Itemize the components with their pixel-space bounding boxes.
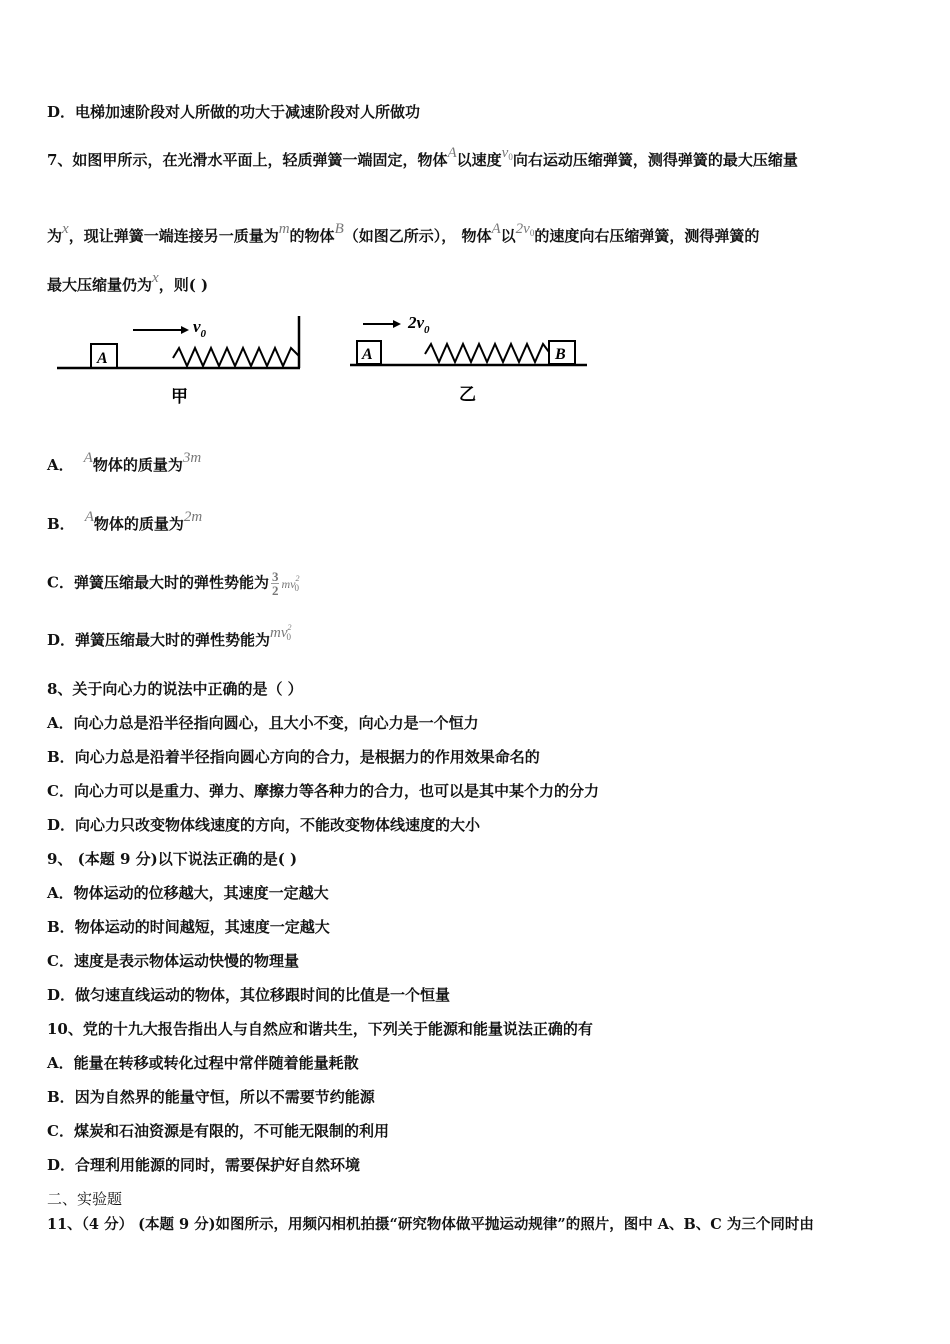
option-label: B． (47, 918, 75, 936)
q10-option-b (47, 1087, 375, 1107)
figure-jia (57, 316, 300, 407)
option-label: A． (47, 1054, 74, 1072)
stem-text: ，则( ) (158, 276, 209, 294)
q8-stem: 8、关于向心力的说法中正确的是（ ） (47, 680, 303, 698)
option-label: C． (47, 1122, 74, 1140)
stem-text: 以速度 (456, 151, 502, 169)
option-text: 能量在转移或转化过程中常伴随着能量耗散 (73, 1054, 359, 1072)
option-label: D． (47, 1156, 76, 1174)
q9-stem: 9、 (本题 9 分)以下说法正确的是( ) (47, 850, 298, 868)
option-label: C． (47, 782, 74, 800)
q9-option-d (47, 985, 450, 1005)
var-b: B (334, 221, 344, 237)
q8-option-b (47, 747, 540, 767)
q10-stem: 10、党的十九大报告指出人与自然应和谐共生，下列关于能源和能量说法正确的有 (47, 1020, 593, 1038)
velocity-label: $2v_0$ (408, 313, 430, 336)
option-label: B． (47, 1088, 75, 1106)
option-value: $mv^2_0$ (270, 623, 292, 642)
q10-option-a (47, 1053, 359, 1073)
option-text: 物体运动的时间越短，其速度一定越大 (74, 918, 330, 936)
q7-option-c (47, 570, 299, 597)
option-label: D． (47, 986, 76, 1004)
q7-option-a (47, 450, 202, 476)
q11-stem: 11、（4 分） (本题 9 分)如图所示，用频闪相机拍摄“研究物体做平抛运动规律”的照片，图中 A、B、C 为三个同时由 (47, 1216, 814, 1233)
velocity-label: $v_0$ (193, 317, 207, 340)
fraction: $\frac{3}{2}$ (271, 569, 279, 598)
option-text: 物体的质量为 (92, 456, 183, 474)
var-a: A (83, 450, 93, 466)
option-text: 向心力只改变物体线速度的方向，不能改变物体线速度的大小 (75, 816, 481, 834)
q8-option-d (47, 815, 480, 835)
stem-text: ，现让弹簧一端连接另一质量为 (68, 227, 279, 245)
block-a-label: A (362, 346, 373, 363)
block-b-label: B (555, 346, 566, 363)
stem-text: 以 (500, 227, 516, 245)
stem-text: 最大压缩量仍为 (47, 276, 153, 294)
var-v0: $v_0$ (501, 145, 513, 162)
option-text: 弹簧压缩最大时的弹性势能为 (73, 573, 269, 592)
section-title: 二、实验题 (47, 1190, 123, 1208)
q9-option-c (47, 951, 299, 971)
var-a: A (491, 221, 501, 237)
var-x: x (62, 221, 69, 237)
spring (173, 348, 299, 366)
option-text: 弹簧压缩最大时的弹性势能为 (75, 631, 271, 649)
q8-option-a (47, 713, 479, 733)
option-text: 向心力总是沿着半径指向圆心方向的合力，是根据力的作用效果命名的 (74, 748, 540, 766)
option-text: 速度是表示物体运动快慢的物理量 (73, 952, 299, 970)
var-x: x (152, 270, 159, 286)
var-2v0: $2v_0$ (515, 221, 535, 238)
q8-option-c (47, 781, 599, 801)
figure-caption-yi: 乙 (459, 385, 476, 405)
option-text: 做匀速直线运动的物体，其位移跟时间的比值是一个恒量 (75, 986, 451, 1004)
q9-option-b (47, 917, 330, 937)
option-label: D． (47, 103, 76, 121)
var-a: A (84, 509, 94, 525)
option-label: D． (47, 631, 76, 649)
option-text: 电梯加速阶段对人所做的功大于减速阶段对人所做功 (75, 103, 421, 121)
option-label: C． (47, 952, 74, 970)
q10-option-d (47, 1155, 360, 1175)
option-text: 煤炭和石油资源是有限的，不可能无限制的利用 (73, 1122, 389, 1140)
q10-option-c (47, 1121, 389, 1141)
option-text: 物体运动的位移越大，其速度一定越大 (73, 884, 329, 902)
q9-option-a (47, 883, 329, 903)
option-value: 2m (183, 509, 203, 525)
option-value: 3m (182, 450, 202, 466)
option-text: 物体的质量为 (93, 515, 184, 533)
spring-block-figure (55, 312, 595, 412)
option-value: $mv^2_0$ (281, 573, 300, 593)
stem-text: （如图乙所示）， 物体 (343, 227, 492, 245)
option-text: 合理利用能源的同时，需要保护好自然环境 (75, 1156, 361, 1174)
figure-yi (350, 313, 587, 405)
option-label: B． (47, 515, 75, 533)
option-label: A． (47, 714, 74, 732)
var-m: m (278, 221, 290, 237)
stem-text: 向右运动压缩弹簧，测得弹簧的最大压缩量 (512, 151, 798, 169)
q6-option-d (47, 102, 420, 122)
option-label: D． (47, 816, 76, 834)
option-label: A． (47, 456, 74, 474)
stem-text: 的速度向右压缩弹簧，测得弹簧的 (534, 227, 760, 245)
spring (425, 344, 549, 362)
option-text: 向心力可以是重力、弹力、摩擦力等各种力的合力，也可以是其中某个力的分力 (73, 782, 599, 800)
option-text: 向心力总是沿半径指向圆心，且大小不变，向心力是一个恒力 (73, 714, 479, 732)
stem-text: 的物体 (289, 227, 335, 245)
q7-option-b (47, 509, 203, 535)
block-a-label: A (97, 350, 108, 367)
var-a: A (447, 145, 457, 161)
stem-text: 7、如图甲所示，在光滑水平面上，轻质弹簧一端固定，物体 (47, 151, 448, 169)
q7-stem-line3 (47, 270, 209, 296)
figure-caption-jia: 甲 (171, 387, 188, 407)
option-label: B． (47, 748, 75, 766)
q7-option-d (47, 623, 292, 653)
option-text: 因为自然界的能量守恒，所以不需要节约能源 (74, 1088, 375, 1106)
option-label: A． (47, 884, 74, 902)
q7-stem-line1 (47, 145, 798, 172)
option-label: C． (47, 573, 74, 592)
stem-text: 为 (47, 227, 63, 245)
q7-stem-line2 (47, 221, 760, 248)
